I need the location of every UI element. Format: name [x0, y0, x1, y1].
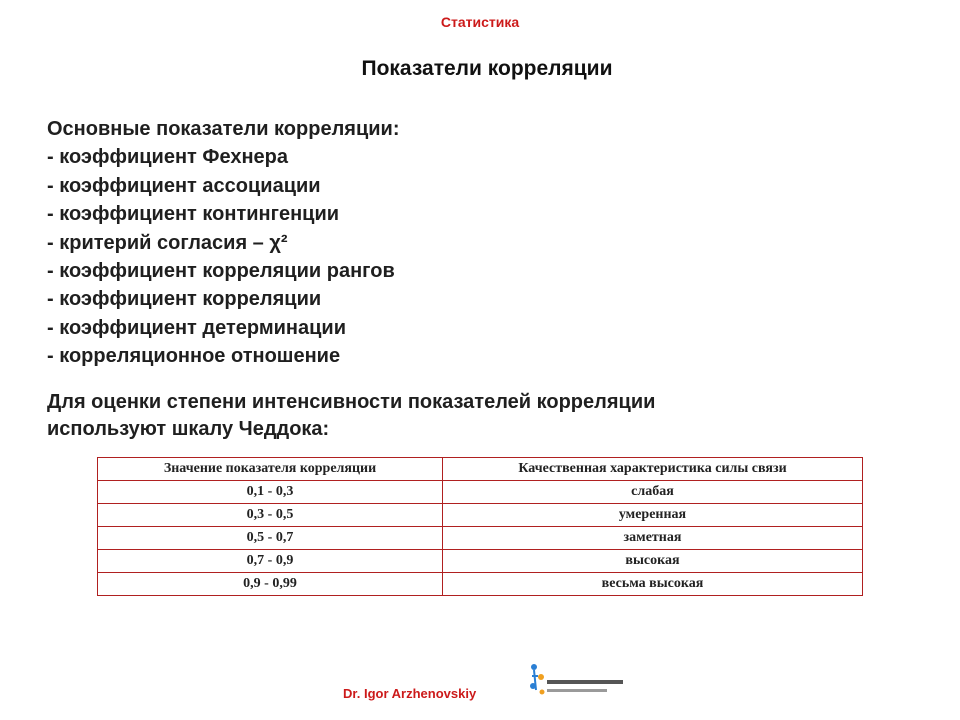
- list-item: - корреляционное отношение: [47, 345, 341, 368]
- table-row: [98, 481, 863, 504]
- cell-strength-label: весьма высокая: [443, 573, 863, 596]
- table-row: [98, 504, 863, 527]
- list-item: - коэффициент ассоциации: [47, 174, 321, 197]
- note-line-2: используют шкалу Чеддока:: [47, 418, 330, 440]
- chaddock-scale-table: [97, 457, 863, 596]
- chaddock-note: [47, 389, 927, 443]
- list-item: - коэффициент корреляции: [47, 288, 322, 311]
- cell-correlation-value: 0,9 - 0,99: [98, 573, 443, 596]
- cell-correlation-value: 0,1 - 0,3: [98, 481, 443, 504]
- table-header-row: [98, 458, 863, 481]
- list-item: - критерий согласия – χ²: [47, 231, 288, 254]
- table-row: [98, 573, 863, 596]
- column-header-strength: Качественная характеристика силы связи: [443, 458, 863, 481]
- slide-title: Показатели корреляции: [361, 57, 613, 80]
- table-body: [98, 481, 863, 596]
- indicators-list: [47, 115, 927, 371]
- cell-strength-label: слабая: [443, 481, 863, 504]
- column-header-value: Значение показателя корреляции: [98, 458, 443, 481]
- cell-correlation-value: 0,3 - 0,5: [98, 504, 443, 527]
- indicators-heading: Основные показатели корреляции:: [47, 118, 400, 140]
- note-line-1: Для оценки степени интенсивности показателей корреляции: [47, 391, 656, 413]
- list-item: - коэффициент корреляции рангов: [47, 260, 395, 283]
- cell-correlation-value: 0,5 - 0,7: [98, 527, 443, 550]
- table-row: [98, 550, 863, 573]
- cell-correlation-value: 0,7 - 0,9: [98, 550, 443, 573]
- list-item: - коэффициент Фехнера: [47, 146, 288, 169]
- list-item: - коэффициент контингенции: [47, 203, 340, 226]
- cell-strength-label: умеренная: [443, 504, 863, 527]
- author-name: Dr. Igor Arzhenovskiy: [343, 686, 477, 701]
- cell-strength-label: высокая: [443, 550, 863, 573]
- cell-strength-label: заметная: [443, 527, 863, 550]
- international-institute-logo-icon: [526, 660, 626, 700]
- course-name: Статистика: [440, 14, 520, 30]
- list-item: - коэффициент детерминации: [47, 316, 347, 339]
- table-row: [98, 527, 863, 550]
